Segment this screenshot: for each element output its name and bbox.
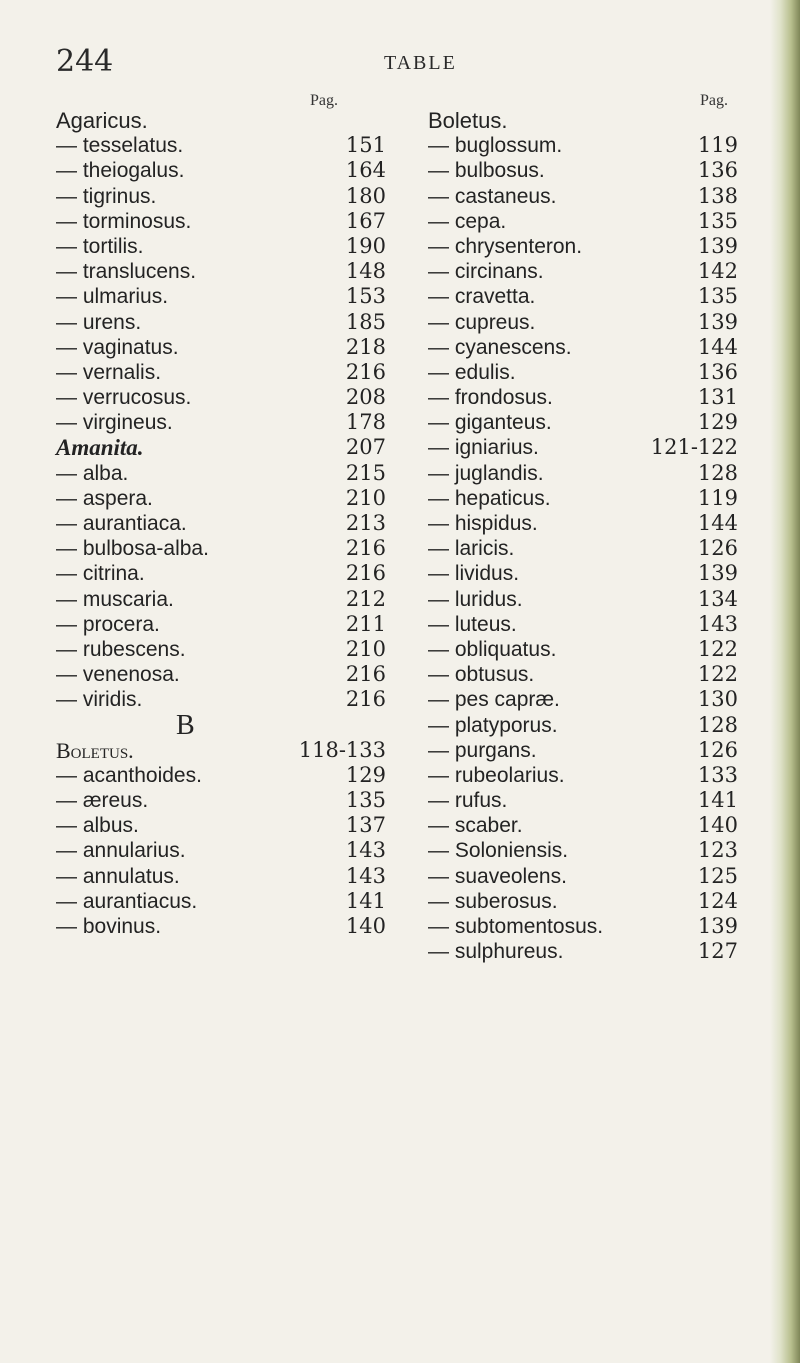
entry-page: 210 bbox=[345, 636, 386, 661]
entry-name: Boletus. bbox=[428, 108, 508, 133]
index-entry bbox=[428, 914, 738, 939]
entry-name: — translucens. bbox=[56, 260, 197, 284]
entry-name: — verrucosus. bbox=[56, 386, 192, 410]
index-entry bbox=[56, 838, 386, 863]
entry-name: — rubescens. bbox=[56, 637, 186, 661]
index-entry bbox=[56, 435, 386, 460]
index-entry bbox=[428, 461, 738, 486]
left-column-pag-label: Pag. bbox=[310, 92, 338, 109]
index-entry bbox=[56, 662, 386, 687]
entry-name: — pes capræ. bbox=[428, 688, 560, 712]
entry-page: 119 bbox=[697, 485, 738, 510]
entry-page: 139 bbox=[697, 561, 738, 586]
entry-page: 129 bbox=[697, 410, 738, 435]
entry-page: 128 bbox=[697, 460, 738, 485]
index-entry bbox=[428, 889, 738, 914]
entry-page: 135 bbox=[697, 284, 738, 309]
index-entry bbox=[428, 158, 738, 183]
entry-name: — acanthoides. bbox=[56, 763, 202, 787]
entry-page: 142 bbox=[697, 259, 738, 284]
entry-page: 178 bbox=[345, 410, 386, 435]
entry-name: — luteus. bbox=[428, 612, 517, 636]
entry-page: 138 bbox=[697, 183, 738, 208]
entry-name: — cyanescens. bbox=[428, 335, 572, 359]
entry-name: — ulmarius. bbox=[56, 285, 169, 309]
index-entry bbox=[428, 587, 738, 612]
entry-page: 121-122 bbox=[650, 435, 738, 460]
entry-name: — vernalis. bbox=[56, 360, 162, 384]
entry-page: 216 bbox=[345, 687, 386, 712]
entry-page: 167 bbox=[345, 208, 386, 233]
entry-page: 207 bbox=[345, 435, 386, 460]
entry-page: 126 bbox=[697, 536, 738, 561]
entry-name: — venenosa. bbox=[56, 663, 180, 687]
index-entry bbox=[428, 738, 738, 763]
entry-page: 134 bbox=[697, 586, 738, 611]
right-index-column bbox=[428, 108, 738, 964]
index-entry bbox=[56, 335, 386, 360]
index-entry bbox=[428, 939, 738, 964]
entry-page: 137 bbox=[345, 813, 386, 838]
entry-name: — castaneus. bbox=[428, 184, 557, 208]
index-entry bbox=[56, 385, 386, 410]
index-entry bbox=[428, 284, 738, 309]
index-entry bbox=[428, 133, 738, 158]
index-entry bbox=[56, 108, 386, 133]
entry-name: — Soloniensis. bbox=[428, 839, 569, 863]
entry-page: 123 bbox=[697, 838, 738, 863]
entry-page: 141 bbox=[697, 788, 738, 813]
entry-page: 140 bbox=[697, 813, 738, 838]
right-column-pag-label: Pag. bbox=[700, 92, 728, 109]
entry-page: 119 bbox=[697, 133, 738, 158]
entry-name: — procera. bbox=[56, 612, 160, 636]
index-entry bbox=[428, 838, 738, 863]
entry-name: — chrysenteron. bbox=[428, 234, 583, 258]
index-entry bbox=[428, 536, 738, 561]
page-number: 244 bbox=[56, 44, 114, 79]
entry-page: 215 bbox=[345, 460, 386, 485]
entry-page: 135 bbox=[697, 208, 738, 233]
index-entry bbox=[428, 385, 738, 410]
entry-page: 143 bbox=[345, 838, 386, 863]
entry-name: Agaricus. bbox=[56, 108, 148, 133]
index-entry bbox=[428, 259, 738, 284]
entry-name: — rufus. bbox=[428, 789, 508, 813]
index-entry bbox=[56, 612, 386, 637]
index-entry bbox=[428, 662, 738, 687]
entry-page: 153 bbox=[345, 284, 386, 309]
entry-name: — suaveolens. bbox=[428, 864, 567, 888]
index-entry bbox=[428, 360, 738, 385]
entry-name: — vaginatus. bbox=[56, 335, 179, 359]
entry-name: — aurantiaca. bbox=[56, 512, 187, 535]
entry-page: 139 bbox=[697, 914, 738, 938]
entry-name: — obtusus. bbox=[428, 663, 535, 687]
entry-page: 216 bbox=[345, 662, 386, 687]
entry-name: — purgans. bbox=[428, 738, 537, 762]
entry-page: 129 bbox=[345, 762, 386, 787]
entry-name: — aspera. bbox=[56, 486, 153, 510]
entry-page: 208 bbox=[345, 385, 386, 410]
entry-page: 212 bbox=[345, 586, 386, 611]
entry-page: 213 bbox=[345, 511, 386, 535]
index-entry bbox=[56, 486, 386, 511]
entry-name: — frondosus. bbox=[428, 386, 553, 410]
entry-page: 139 bbox=[697, 233, 738, 258]
index-entry bbox=[56, 461, 386, 486]
entry-page: 125 bbox=[697, 863, 738, 888]
entry-name: — albus. bbox=[56, 814, 139, 838]
index-entry bbox=[56, 234, 386, 259]
entry-name: — subtomentosus. bbox=[428, 915, 604, 938]
entry-page: 218 bbox=[345, 334, 386, 359]
entry-name: — igniarius. bbox=[428, 436, 539, 460]
entry-name: — viridis. bbox=[56, 688, 143, 712]
index-entry bbox=[428, 813, 738, 838]
index-entry bbox=[56, 889, 386, 914]
index-entry bbox=[428, 763, 738, 788]
entry-name: — urens. bbox=[56, 310, 142, 334]
index-entry bbox=[428, 561, 738, 586]
index-entry bbox=[56, 687, 386, 712]
index-entry bbox=[56, 511, 386, 536]
entry-name: — torminosus. bbox=[56, 209, 192, 233]
entry-page: 151 bbox=[345, 133, 386, 158]
index-entry bbox=[428, 864, 738, 889]
entry-page: 211 bbox=[345, 611, 386, 636]
index-entry bbox=[56, 184, 386, 209]
entry-name: — tortilis. bbox=[56, 234, 144, 258]
index-entry bbox=[56, 310, 386, 335]
entry-name: — annularius. bbox=[56, 839, 186, 863]
entry-page: 143 bbox=[345, 863, 386, 888]
entry-name: — cepa. bbox=[428, 209, 507, 233]
entry-page: 126 bbox=[697, 737, 738, 762]
entry-name: — obliquatus. bbox=[428, 637, 557, 661]
entry-name: — cravetta. bbox=[428, 285, 536, 309]
index-entry bbox=[56, 209, 386, 234]
entry-page: 128 bbox=[697, 712, 738, 737]
entry-page: 127 bbox=[697, 939, 738, 964]
entry-name: — cupreus. bbox=[428, 310, 536, 334]
entry-page: 144 bbox=[697, 334, 738, 359]
entry-name: Amanita. bbox=[56, 435, 144, 461]
index-entry bbox=[428, 687, 738, 712]
entry-name: — giganteus. bbox=[428, 411, 552, 435]
entry-name: Boletus. bbox=[56, 737, 134, 763]
entry-name: — hepaticus. bbox=[428, 486, 551, 510]
index-entry bbox=[428, 637, 738, 662]
index-entry bbox=[428, 511, 738, 536]
entry-name: — rubeolarius. bbox=[428, 763, 565, 787]
entry-page: 122 bbox=[697, 662, 738, 687]
entry-page: 118-133 bbox=[298, 737, 386, 762]
entry-page: 135 bbox=[345, 788, 386, 813]
entry-name: — circinans. bbox=[428, 260, 544, 284]
entry-name: — bulbosa-alba. bbox=[56, 537, 209, 561]
index-entry bbox=[56, 813, 386, 838]
index-entry bbox=[428, 310, 738, 335]
index-entry bbox=[56, 360, 386, 385]
index-entry bbox=[56, 709, 386, 741]
index-entry bbox=[56, 158, 386, 183]
entry-name: — æreus. bbox=[56, 789, 149, 813]
entry-page: 136 bbox=[697, 158, 738, 183]
entry-name: — luridus. bbox=[428, 587, 523, 611]
entry-page: 216 bbox=[345, 536, 386, 561]
index-entry bbox=[428, 335, 738, 360]
index-entry bbox=[56, 738, 386, 763]
entry-page: 210 bbox=[345, 485, 386, 510]
entry-name: — tigrinus. bbox=[56, 184, 157, 208]
index-entry bbox=[56, 637, 386, 662]
entry-name: B bbox=[176, 709, 195, 741]
entry-name: — citrina. bbox=[56, 562, 145, 586]
entry-name: — alba. bbox=[56, 461, 129, 485]
entry-name: — sulphureus. bbox=[428, 940, 564, 964]
index-entry bbox=[56, 259, 386, 284]
index-entry bbox=[428, 184, 738, 209]
entry-name: — bulbosus. bbox=[428, 159, 545, 183]
entry-name: — muscaria. bbox=[56, 587, 174, 611]
index-entry bbox=[56, 561, 386, 586]
index-entry bbox=[56, 536, 386, 561]
index-entry bbox=[428, 435, 738, 460]
running-head: TABLE bbox=[384, 52, 457, 74]
entry-name: — tesselatus. bbox=[56, 134, 184, 158]
entry-name: — hispidus. bbox=[428, 512, 538, 535]
entry-page: 140 bbox=[345, 914, 386, 938]
index-entry bbox=[56, 763, 386, 788]
entry-name: — juglandis. bbox=[428, 461, 544, 485]
entry-page: 216 bbox=[345, 561, 386, 586]
index-entry bbox=[428, 612, 738, 637]
entry-name: — laricis. bbox=[428, 537, 515, 561]
entry-name: — theiogalus. bbox=[56, 159, 185, 183]
entry-page: 185 bbox=[345, 309, 386, 334]
entry-page: 143 bbox=[697, 611, 738, 636]
entry-name: — suberosus. bbox=[428, 889, 558, 913]
entry-page: 124 bbox=[697, 888, 738, 913]
entry-page: 139 bbox=[697, 309, 738, 334]
index-entry bbox=[428, 713, 738, 738]
entry-page: 133 bbox=[697, 762, 738, 787]
index-entry bbox=[56, 914, 386, 939]
entry-page: 122 bbox=[697, 636, 738, 661]
index-entry bbox=[56, 410, 386, 435]
index-entry bbox=[56, 864, 386, 889]
entry-page: 164 bbox=[345, 158, 386, 183]
index-entry bbox=[56, 284, 386, 309]
entry-page: 216 bbox=[345, 359, 386, 384]
entry-name: — scaber. bbox=[428, 814, 523, 838]
left-index-column bbox=[56, 108, 386, 939]
index-entry bbox=[428, 209, 738, 234]
index-entry bbox=[428, 788, 738, 813]
entry-name: — aurantiacus. bbox=[56, 889, 198, 913]
entry-name: — edulis. bbox=[428, 360, 516, 384]
page-edge bbox=[770, 0, 800, 1363]
index-entry bbox=[56, 133, 386, 158]
entry-page: 130 bbox=[697, 687, 738, 712]
entry-page: 144 bbox=[697, 511, 738, 535]
entry-name: — platyporus. bbox=[428, 713, 558, 737]
entry-page: 180 bbox=[345, 183, 386, 208]
index-entry bbox=[56, 788, 386, 813]
index-entry bbox=[428, 108, 738, 133]
entry-name: — bovinus. bbox=[56, 915, 162, 938]
entry-name: — virgineus. bbox=[56, 411, 173, 435]
entry-name: — annulatus. bbox=[56, 864, 180, 888]
entry-page: 131 bbox=[697, 385, 738, 410]
index-entry bbox=[56, 587, 386, 612]
entry-name: — buglossum. bbox=[428, 134, 563, 158]
entry-page: 141 bbox=[345, 888, 386, 913]
index-entry bbox=[428, 486, 738, 511]
entry-page: 148 bbox=[345, 259, 386, 284]
index-entry bbox=[428, 410, 738, 435]
entry-page: 190 bbox=[345, 233, 386, 258]
index-entry bbox=[428, 234, 738, 259]
entry-name: — lividus. bbox=[428, 562, 520, 586]
entry-page: 136 bbox=[697, 359, 738, 384]
